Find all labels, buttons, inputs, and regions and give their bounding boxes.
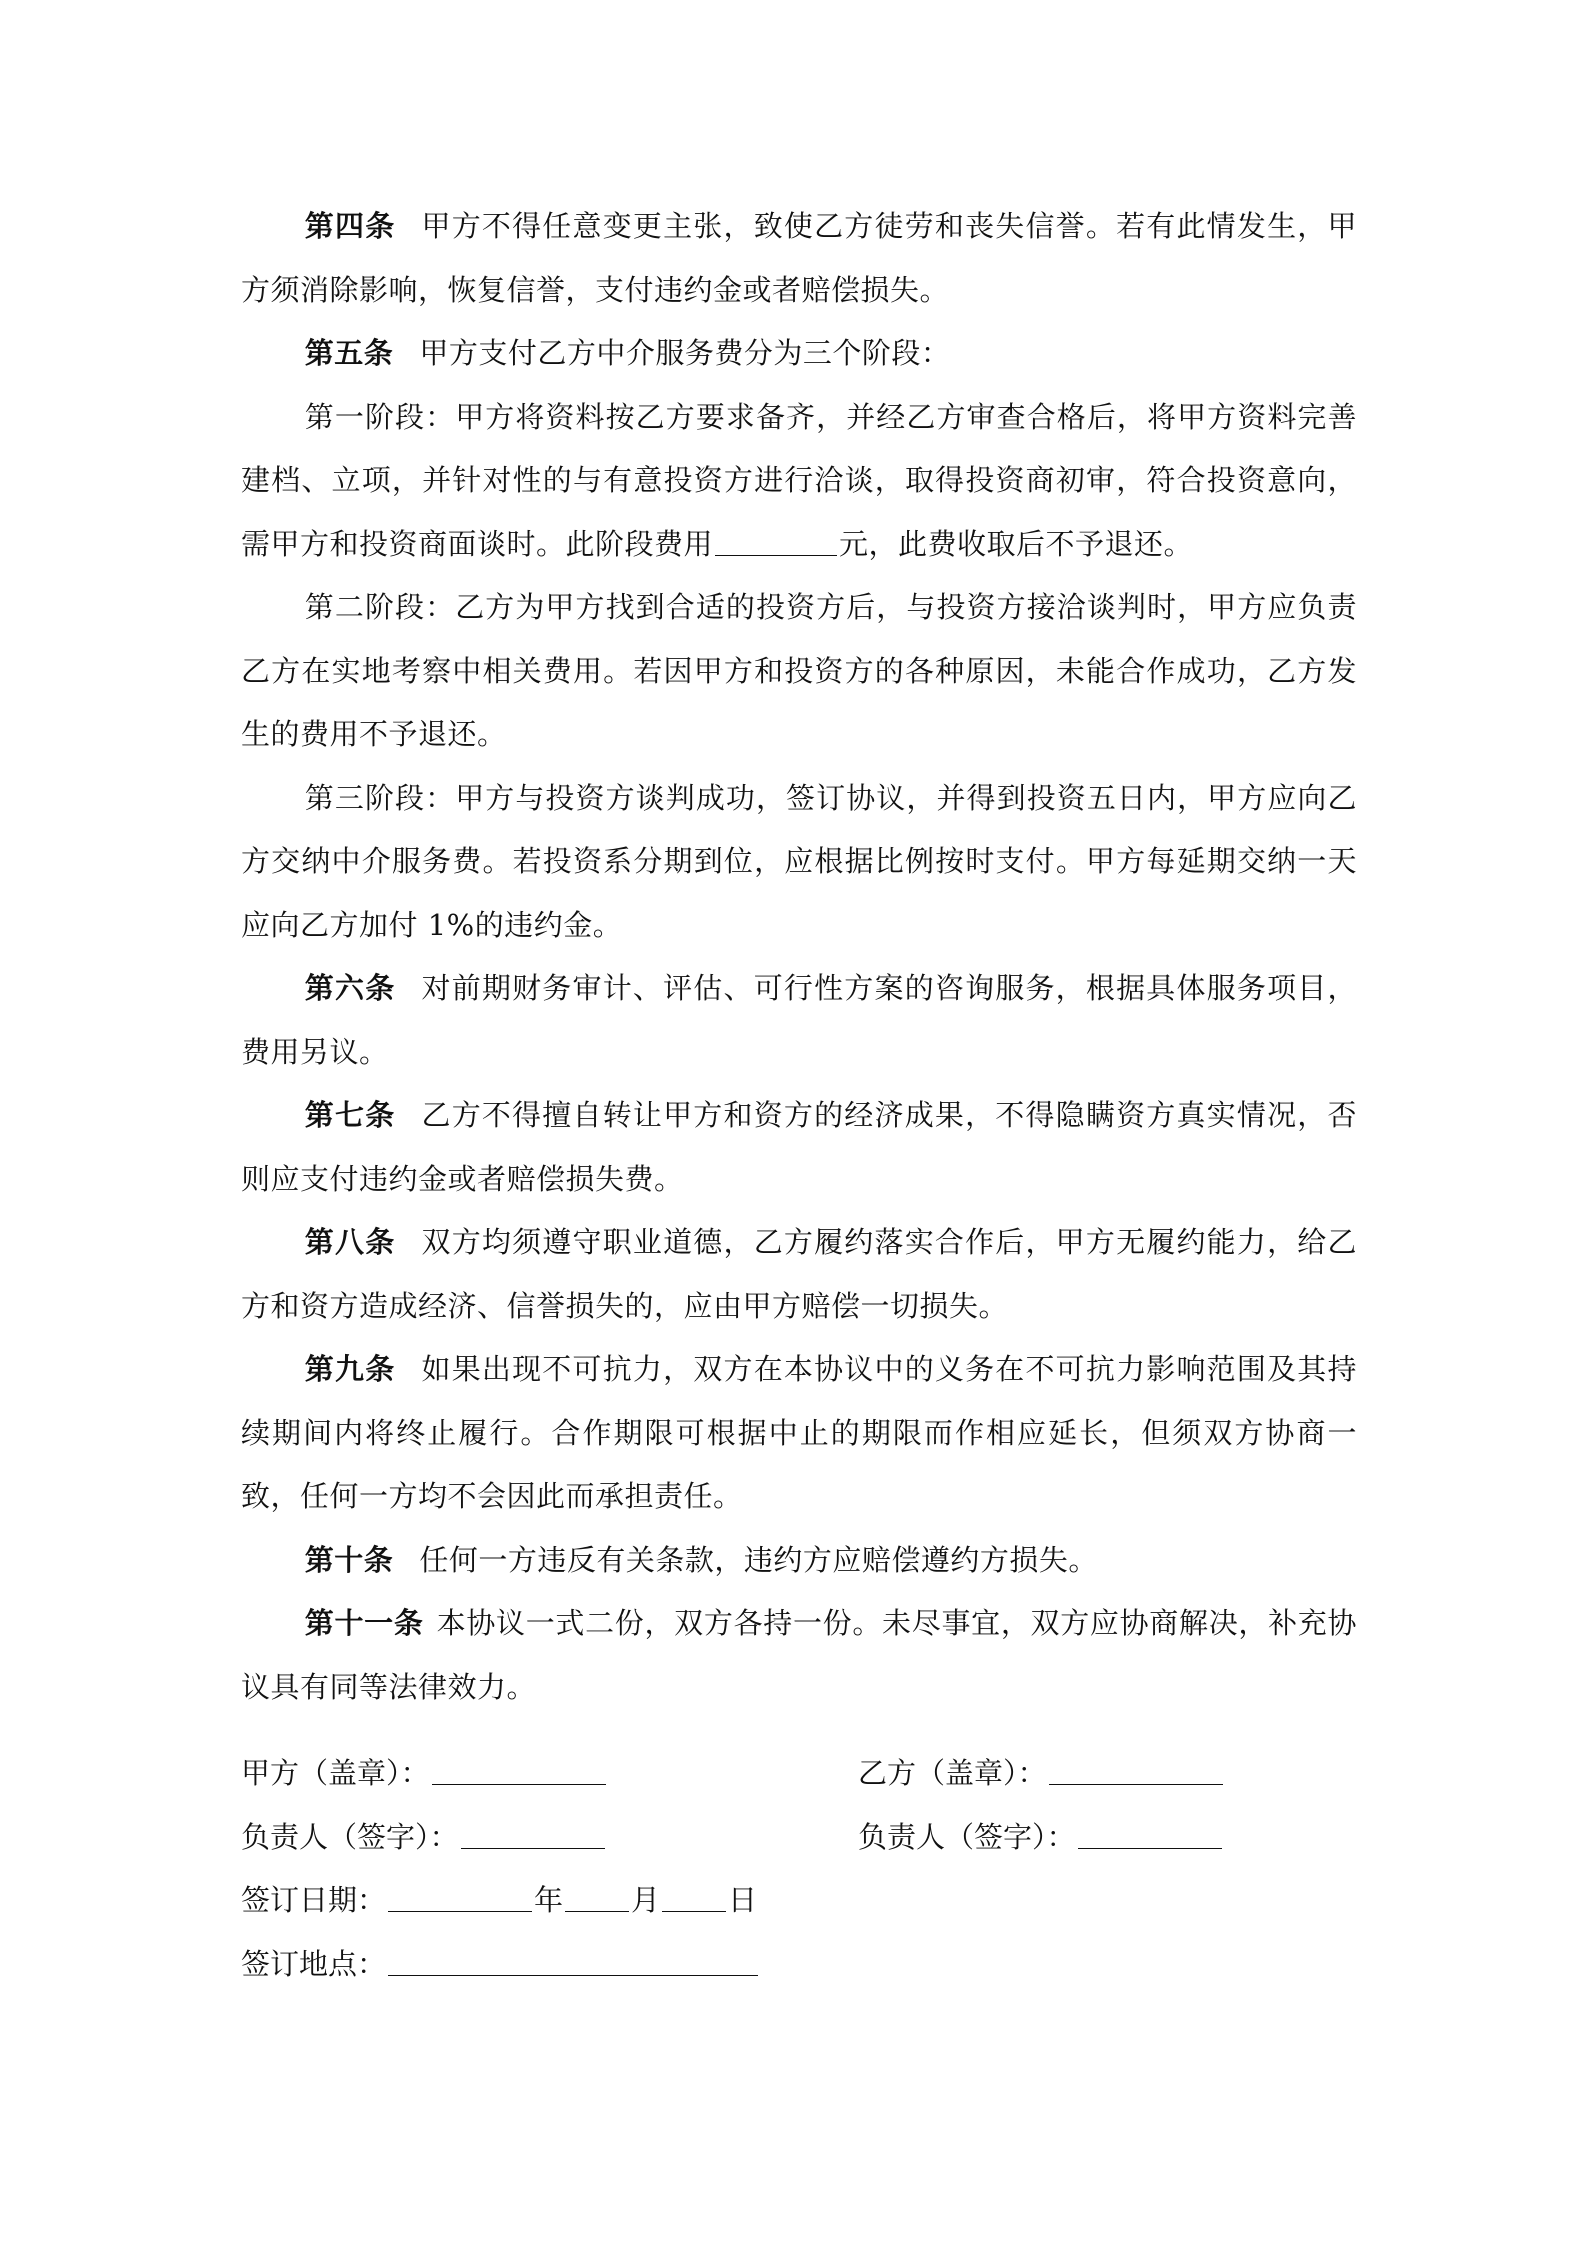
party-a-seal-label: 甲方（盖章）：: [241, 1756, 430, 1790]
stage-2-text: 第二阶段：乙方为甲方找到合适的投资方后，与投资方接洽谈判时，甲方应负责乙方在实地考察中相关费用。若因甲方和投资方的各种原因，未能合作成功，乙方发生的费用不予退还。: [241, 590, 1357, 751]
party-b-signature-blank[interactable]: [1078, 1814, 1222, 1849]
month-blank[interactable]: [565, 1877, 629, 1912]
article-4: [241, 195, 1357, 322]
article-10: [241, 1529, 1357, 1593]
article-5: [241, 322, 1357, 386]
party-a-person-label: 负责人（签字）：: [241, 1819, 459, 1854]
stage-3: [241, 767, 1357, 958]
stage-3-text: 第三阶段：甲方与投资方谈判成功，签订协议，并得到投资五日内，甲方应向乙方交纳中介服务费。若投资系分期到位，应根据比例按时支付。甲方每延期交纳一天应向乙方加付 1%的违约金。: [241, 780, 1357, 942]
contract-body: [241, 195, 1357, 1719]
date-row: [241, 1869, 1357, 1933]
place-label: 签订地点：: [241, 1946, 387, 1981]
year-label: 年: [534, 1883, 564, 1917]
signing-place: [241, 1933, 760, 1997]
article-8: [241, 1211, 1357, 1338]
party-b-person-label: 负责人（签字）：: [858, 1819, 1076, 1854]
article-9: [241, 1338, 1357, 1529]
signature-block: [241, 1742, 1357, 1996]
party-a-person: [241, 1806, 607, 1870]
article-label: 第四条: [304, 209, 396, 243]
stage-2: [241, 576, 1357, 767]
day-label: 日: [728, 1883, 758, 1917]
party-a-signature-blank[interactable]: [461, 1814, 605, 1849]
article-text: 任何一方违反有关条款，违约方应赔偿遵约方损失。: [419, 1542, 1098, 1577]
article-label: 第七条: [304, 1098, 396, 1132]
article-text: 如果出现不可抗力，双方在本协议中的义务在不可抗力影响范围及其持续期间内将终止履行。合作期限可根据中止的期限而作相应延长，但须双方协商一致，任何一方均不会因此而承担责任。: [241, 1352, 1357, 1513]
party-b-seal-blank[interactable]: [1049, 1750, 1223, 1785]
stage-1-text: 第一阶段：甲方将资料按乙方要求备齐，并经乙方审查合格后，将甲方资料完善建档、立项，并针对性的与有意投资方进行洽谈，取得投资商初审，符合投资意向，需甲方和投资商面谈时。此阶段费用: [241, 399, 1357, 561]
article-label: 第十条: [304, 1542, 394, 1577]
article-text: 对前期财务审计、评估、可行性方案的咨询服务，根据具体服务项目，费用另议。: [241, 971, 1357, 1069]
signing-date: [241, 1869, 757, 1933]
article-6: [241, 957, 1357, 1084]
year-blank[interactable]: [388, 1877, 532, 1912]
article-label: 第十一条: [304, 1606, 424, 1640]
day-blank[interactable]: [662, 1877, 726, 1912]
article-label: 第五条: [304, 336, 394, 370]
date-label: 签订日期：: [241, 1883, 387, 1917]
stage-1-text-end: 元，此费收取后不予退还。: [839, 526, 1194, 561]
party-a-seal-blank[interactable]: [432, 1750, 606, 1785]
person-row: [241, 1806, 1357, 1870]
article-11: [241, 1592, 1357, 1719]
party-b-person: [858, 1806, 1224, 1870]
party-b-seal-label: 乙方（盖章）：: [858, 1756, 1047, 1790]
article-text: 乙方不得擅自转让甲方和资方的经济成果，不得隐瞒资方真实情况，否则应支付违约金或者赔偿损失费。: [241, 1098, 1357, 1196]
place-row: [241, 1933, 1357, 1997]
article-text: 甲方不得任意变更主张，致使乙方徒劳和丧失信誉。若有此情发生，甲方须消除影响，恢复信誉，支付违约金或者赔偿损失。: [241, 209, 1357, 307]
party-b-seal: [858, 1742, 1225, 1806]
article-label: 第九条: [304, 1352, 396, 1386]
article-label: 第六条: [304, 971, 396, 1005]
article-text: 甲方支付乙方中介服务费分为三个阶段：: [419, 336, 951, 370]
place-blank[interactable]: [388, 1941, 758, 1976]
article-text: 本协议一式二份，双方各持一份。未尽事宜，双方应协商解决，补充协议具有同等法律效力。: [241, 1606, 1357, 1704]
party-a-seal: [241, 1742, 608, 1806]
fee-amount-blank[interactable]: [715, 521, 837, 556]
article-label: 第八条: [304, 1225, 396, 1259]
article-7: [241, 1084, 1357, 1211]
seal-row: [241, 1742, 1357, 1806]
article-text: 双方均须遵守职业道德，乙方履约落实合作后，甲方无履约能力，给乙方和资方造成经济、信誉损失的，应由甲方赔偿一切损失。: [241, 1225, 1357, 1323]
stage-1: [241, 386, 1357, 577]
month-label: 月: [631, 1883, 661, 1917]
